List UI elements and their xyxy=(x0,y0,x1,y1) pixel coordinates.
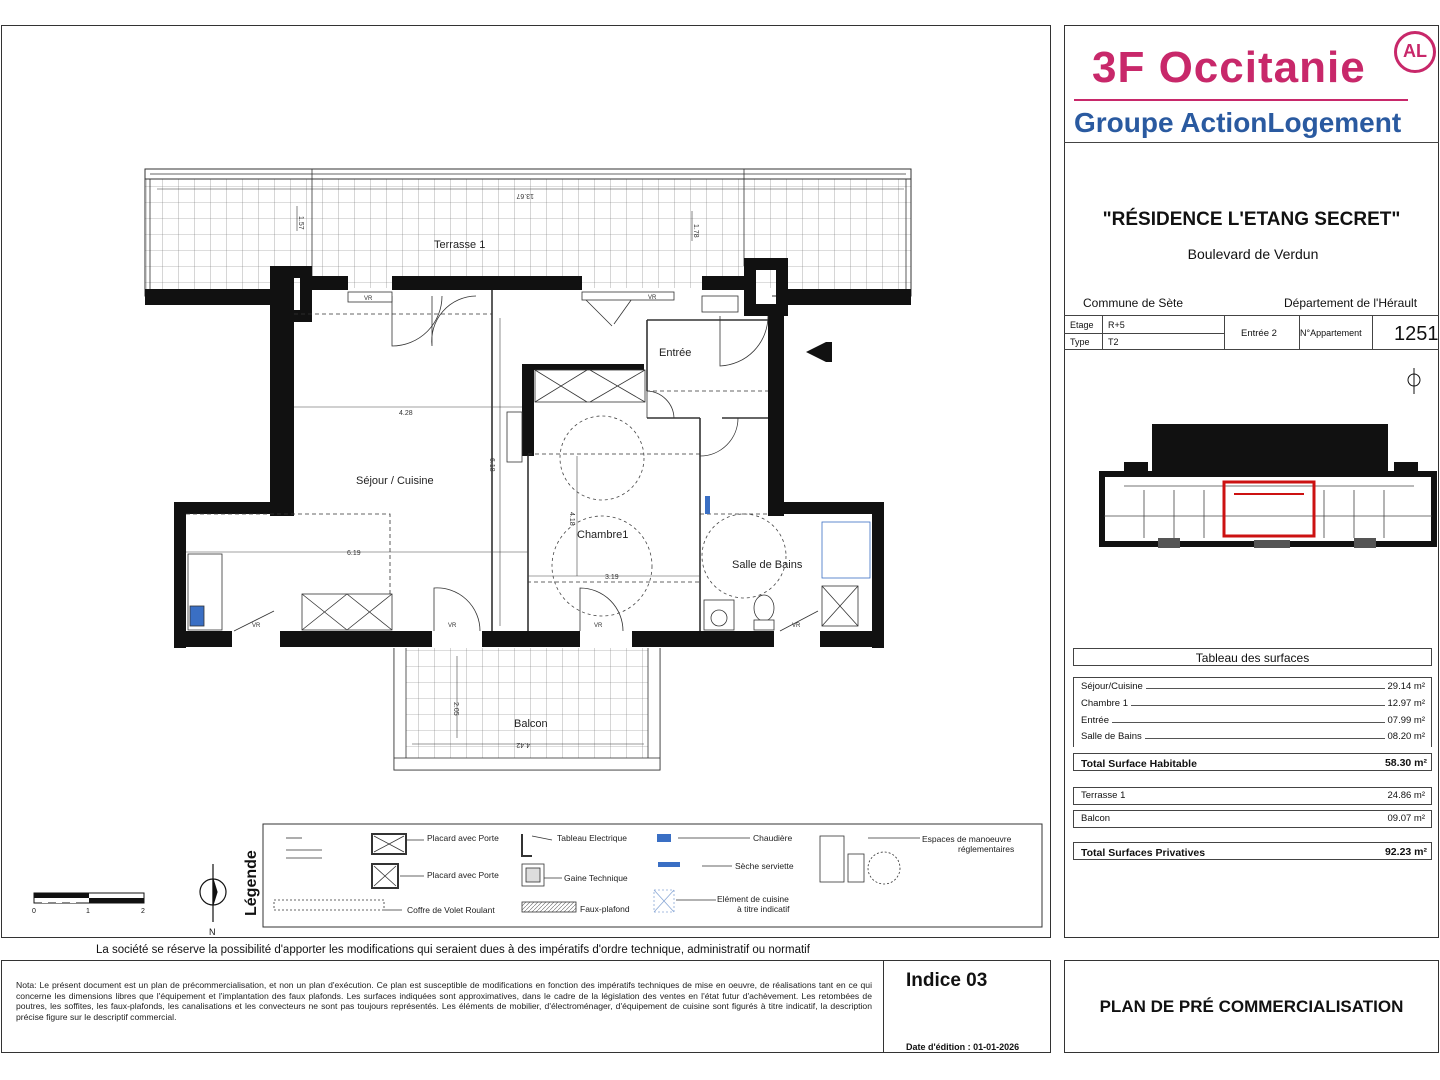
dim-sejour-3: 6.18 xyxy=(488,458,495,472)
entree-number: Entrée 2 xyxy=(1241,328,1277,339)
room-label-terrasse: Terrasse 1 xyxy=(434,239,486,251)
legend-faux-plafond: Faux-plafond xyxy=(580,904,630,914)
surface-total-habitable: Total Surface Habitable 58.30 m² xyxy=(1073,753,1432,771)
legend-gaine: Gaine Technique xyxy=(564,873,628,883)
legend-espaces-2: réglementaires xyxy=(958,844,1015,854)
svg-text:VR: VR xyxy=(594,623,603,629)
balcon-area xyxy=(394,646,660,770)
plan-title: PLAN DE PRÉ COMMERCIALISATION xyxy=(1099,997,1404,1016)
surface-total-privatives: Total Surfaces Privatives 92.23 m² xyxy=(1073,842,1432,860)
surface-row: Entrée 07.99 m² xyxy=(1081,715,1425,726)
surfaces-title: Tableau des surfaces xyxy=(1195,651,1310,665)
legend-coffre: Coffre de Volet Roulant xyxy=(407,905,495,915)
legend-element-cuisine-1: Elément de cuisine xyxy=(717,894,789,904)
surface-row: Chambre 1 12.97 m² xyxy=(1081,698,1425,709)
dim-chambre-2: 3.19 xyxy=(605,574,619,581)
room-label-balcon: Balcon xyxy=(514,718,548,730)
dim-sejour-1: 4.28 xyxy=(399,410,413,417)
surfaces-title-box xyxy=(1073,648,1432,666)
svg-text:VR: VR xyxy=(364,296,373,302)
plan-frame xyxy=(1,25,1051,938)
room-label-entree: Entrée xyxy=(659,347,692,359)
building-key-plan xyxy=(1064,360,1439,560)
room-label-sdb: Salle de Bains xyxy=(732,559,803,571)
scale-bar xyxy=(32,893,145,915)
indice: Indice 03 xyxy=(906,970,988,991)
indice-box xyxy=(883,960,1051,1053)
svg-text:VR: VR xyxy=(792,623,801,629)
svg-text:VR: VR xyxy=(252,623,261,629)
legend-chaudiere: Chaudière xyxy=(753,833,793,843)
room-label-chambre: Chambre1 xyxy=(577,529,629,541)
surface-terrasse: Terrasse 1 24.86 m² xyxy=(1073,787,1432,805)
floor-plan xyxy=(2,26,1052,939)
departement: Département de l'Hérault xyxy=(1284,296,1418,310)
commune: Commune de Sète xyxy=(1083,296,1184,310)
legend-placard-porte-1: Placard avec Porte xyxy=(427,833,499,843)
surface-row: Séjour/Cuisine 29.14 m² xyxy=(1081,681,1425,692)
legend-placard-porte-2: Placard avec Porte xyxy=(427,870,499,880)
surface-balcon: Balcon 09.07 m² xyxy=(1073,810,1432,828)
north-small-icon xyxy=(1408,368,1420,394)
plan-title-box xyxy=(1064,960,1439,1053)
surfaces-rooms xyxy=(1073,677,1432,747)
residence-name: "RÉSIDENCE L'ETANG SECRET" xyxy=(1102,209,1401,230)
dim-chambre-1: 4.18 xyxy=(568,512,575,526)
svg-text:VR: VR xyxy=(648,295,657,301)
note-box xyxy=(1,960,884,1053)
info-table: Etage R+5 Type T2 Entrée 2 N°Appartement 1251 xyxy=(1064,315,1439,350)
note-text: Nota: Le présent document est un plan de précommercialisation, et non un plan d'exécution. Ce plan est susceptible de modifications en fonction des impératifs techniques de mise en oeuvre, de réalisations tant en ce qui concerne les dimensions libres que l'équipement et l'implantation des faux plafonds. Les surfaces indiquées sont approximatives, dans le cadre de la législation des ventes en l'état futur d'achèvement. Les retombées de poutres, les soffites, les faux-plafonds, les canalisations et les convecteurs ne sont pas toujours représentés. Les éléments de mobilier, d'électroménager, d'équipement de cuisine sont figurés à titre indicatif, la description précise figure sur le descriptif commercial. xyxy=(16,980,872,1022)
north-arrow-icon xyxy=(200,864,226,922)
date-edition: Date d'édition : 01-01-2026 xyxy=(906,1042,1020,1052)
dim-sejour-2: 6.19 xyxy=(347,550,361,557)
dim-terrasse-depth-1: 1.57 xyxy=(297,216,304,230)
svg-text:2: 2 xyxy=(141,908,145,915)
dim-terrasse-depth-2: 1.78 xyxy=(692,224,699,238)
svg-text:1: 1 xyxy=(86,908,90,915)
svg-text:0: 0 xyxy=(32,908,36,915)
appartement-number: 1251 xyxy=(1394,323,1439,345)
legend-espaces-1: Espaces de manoeuvre xyxy=(922,834,1012,844)
dim-balcon-1: 2.05 xyxy=(452,702,459,716)
legend-seche: Sèche serviette xyxy=(735,861,794,871)
appartement-label: N°Appartement xyxy=(1300,328,1362,338)
brand-group: Groupe ActionLogement xyxy=(1074,107,1402,138)
disclaimer: La société se réserve la possibilité d'apporter les modifications qui seraient dues à des impératifs d'ordre technique, administratif ou normatif xyxy=(96,944,810,956)
legend-element-cuisine-2: à titre indicatif xyxy=(737,904,790,914)
north-label: N xyxy=(209,927,216,937)
brand-divider xyxy=(1074,99,1408,101)
dim-terrasse-width: 13.67 xyxy=(516,192,534,199)
room-label-sejour: Séjour / Cuisine xyxy=(356,475,434,487)
surface-row: Salle de Bains 08.20 m² xyxy=(1081,731,1425,742)
legend-box xyxy=(263,824,1042,927)
svg-text:VR: VR xyxy=(448,623,457,629)
legend-tableau: Tableau Electrique xyxy=(557,833,627,843)
residence-address: Boulevard de Verdun xyxy=(1187,246,1319,262)
brand-badge-icon: AL xyxy=(1394,31,1436,73)
brand-name: 3F Occitanie xyxy=(1092,43,1366,92)
dim-balcon-2: 4.42 xyxy=(516,741,530,748)
legend-title: Légende xyxy=(243,850,260,916)
entry-arrow-icon xyxy=(806,342,826,362)
brand-logo xyxy=(1064,25,1439,143)
